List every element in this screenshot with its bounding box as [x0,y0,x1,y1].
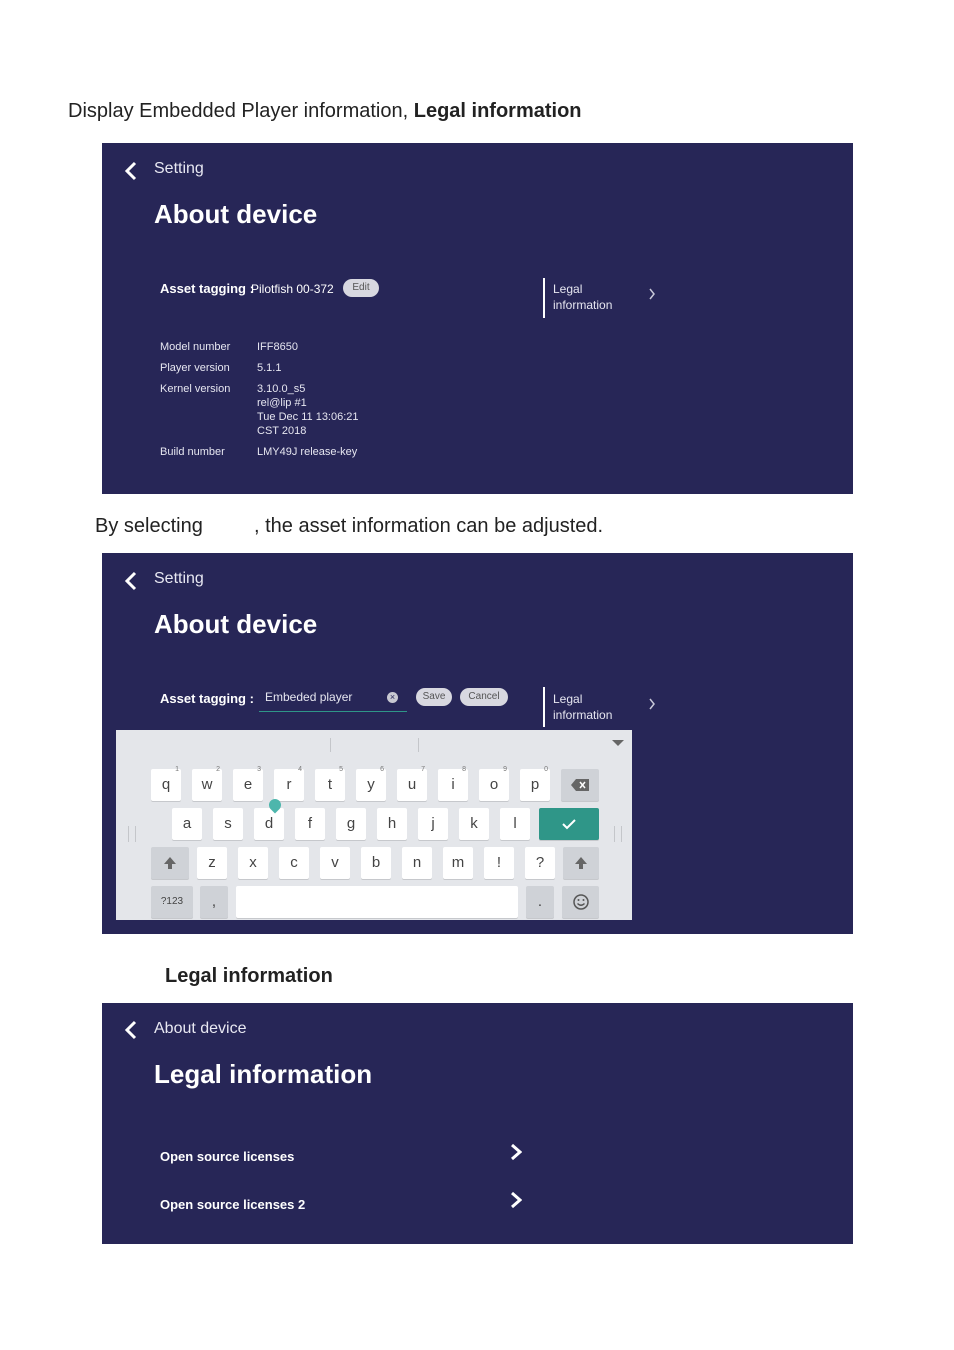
key-b[interactable]: b [361,847,391,879]
screen-about-device [102,143,853,494]
key-y[interactable] [356,766,386,801]
key-label: i [451,776,455,793]
caption-3 [165,965,333,988]
key-question[interactable]: ? [525,847,555,879]
asset-tagging-input[interactable] [259,685,407,712]
key-label: p [530,776,540,793]
key-hint: 6 [380,766,384,773]
open-source-licenses-item[interactable]: Open source licenses [160,1149,295,1164]
key-x[interactable]: x [238,847,268,879]
screen-asset-edit [102,553,853,934]
model-number-label: Model number [160,341,231,353]
model-number-value: IFF8650 [257,341,298,353]
caption-1-bold: Legal information [413,100,582,122]
key-label: y [367,776,375,793]
on-screen-keyboard [116,730,632,920]
build-number-value: LMY49J release-key [257,446,358,458]
key-a[interactable]: a [172,808,202,840]
key-o[interactable] [479,766,509,801]
key-k[interactable]: k [459,808,489,840]
keyboard-top-divider-1 [330,738,331,752]
key-u[interactable] [397,766,427,801]
key-q[interactable] [151,766,181,801]
key-hint: 4 [298,766,302,773]
key-label: u [407,776,417,793]
page-title: About device [154,609,318,639]
kernel-version-line-4: CST 2018 [257,425,307,437]
caption-2 [95,515,603,538]
emoji-icon [573,894,589,910]
key-label: r [286,776,292,793]
kernel-version-line-2: rel@lip #1 [257,397,307,409]
key-label: e [243,776,253,793]
caption-2-suffix: , the asset information can be adjusted. [253,515,604,537]
keyboard-collapse-icon[interactable] [612,740,624,746]
key-hint: 5 [339,766,343,773]
asset-tagging-value: Pilotfish 00-372 [251,282,334,296]
legal-divider [543,278,545,318]
asset-tagging-label: Asset tagging : [160,281,254,296]
key-r[interactable] [274,766,304,801]
space-key[interactable] [236,886,518,918]
cancel-button[interactable]: Cancel [460,688,508,706]
asset-tagging-label: Asset tagging : [160,691,254,706]
legal-information-link[interactable] [553,691,633,723]
asset-input-text: Embeded player [265,690,353,704]
key-j[interactable]: j [418,808,448,840]
player-version-value: 5.1.1 [257,362,282,374]
key-g[interactable]: g [336,808,366,840]
enter-key[interactable] [539,808,599,840]
key-comma[interactable]: , [200,886,228,918]
symbols-key[interactable]: ?123 [151,886,193,918]
key-hint: 7 [421,766,425,773]
caption-1-text: Display Embedded Player information, [68,100,414,122]
legal-divider [543,687,545,727]
key-hint: 2 [216,766,220,773]
player-version-label: Player version [160,362,230,374]
back-arrow-icon[interactable] [124,1020,138,1040]
screen-legal-information [102,1003,853,1244]
back-arrow-icon[interactable] [124,571,138,591]
key-l[interactable]: l [500,808,530,840]
key-hint: 3 [257,766,261,773]
key-f[interactable]: f [295,808,325,840]
build-number-label: Build number [160,446,225,458]
shift-key-right[interactable] [563,847,599,879]
shift-key-left[interactable] [151,847,189,879]
breadcrumb[interactable]: Setting [154,160,204,177]
chevron-right-icon[interactable] [648,697,656,713]
legal-information-link[interactable] [553,281,633,313]
kernel-version-value: 3.10.0_s5 [257,383,306,395]
clear-input-icon[interactable]: × [387,692,398,703]
shift-up-icon [574,856,588,870]
key-hint: 9 [503,766,507,773]
back-arrow-icon[interactable] [124,161,138,181]
key-w[interactable] [192,766,222,801]
kernel-version-label: Kernel version [160,383,231,395]
key-p[interactable] [520,766,550,801]
legal-line-1: Legal [553,692,583,706]
legal-line-1: Legal [553,282,583,296]
backspace-key[interactable] [561,769,599,801]
key-h[interactable]: h [377,808,407,840]
legal-line-2: information [553,298,613,312]
key-s[interactable]: s [213,808,243,840]
key-label: w [201,776,213,793]
page-title: About device [154,199,318,229]
caption-1 [68,100,582,123]
emoji-key[interactable] [562,886,599,918]
key-label: t [327,776,333,793]
checkmark-icon [561,818,577,830]
key-e[interactable] [233,766,263,801]
key-n[interactable]: n [402,847,432,879]
chevron-right-icon[interactable] [510,1143,522,1166]
chevron-right-icon[interactable] [648,287,656,303]
breadcrumb[interactable]: About device [154,1020,247,1037]
key-t[interactable] [315,766,345,801]
save-button[interactable]: Save [416,688,452,706]
key-d[interactable]: d [254,808,284,840]
caption-2-prefix: By selecting [95,515,203,537]
chevron-right-icon[interactable] [510,1191,522,1214]
legal-line-2: information [553,708,613,722]
key-hint: 0 [544,766,548,773]
breadcrumb[interactable]: Setting [154,570,204,587]
shift-up-icon [163,856,177,870]
key-z[interactable]: z [197,847,227,879]
keyboard-top-divider-2 [418,738,419,752]
key-exclamation[interactable]: ! [484,847,514,879]
edit-button[interactable]: Edit [343,279,379,297]
keyboard-right-grip[interactable] [614,826,622,842]
key-hint: 1 [175,766,179,773]
key-period[interactable]: . [526,886,554,918]
caption-3-bold: Legal information [165,965,333,987]
key-c[interactable]: c [279,847,309,879]
key-label: q [161,776,171,793]
key-label: o [489,776,499,793]
open-source-licenses-2-item[interactable]: Open source licenses 2 [160,1197,306,1212]
backspace-icon [571,779,589,791]
key-v[interactable]: v [320,847,350,879]
keyboard-left-grip[interactable] [128,826,136,842]
page-title: Legal information [154,1059,373,1089]
key-i[interactable] [438,766,468,801]
key-m[interactable]: m [443,847,473,879]
kernel-version-line-3: Tue Dec 11 13:06:21 [257,411,359,423]
key-hint: 8 [462,766,466,773]
